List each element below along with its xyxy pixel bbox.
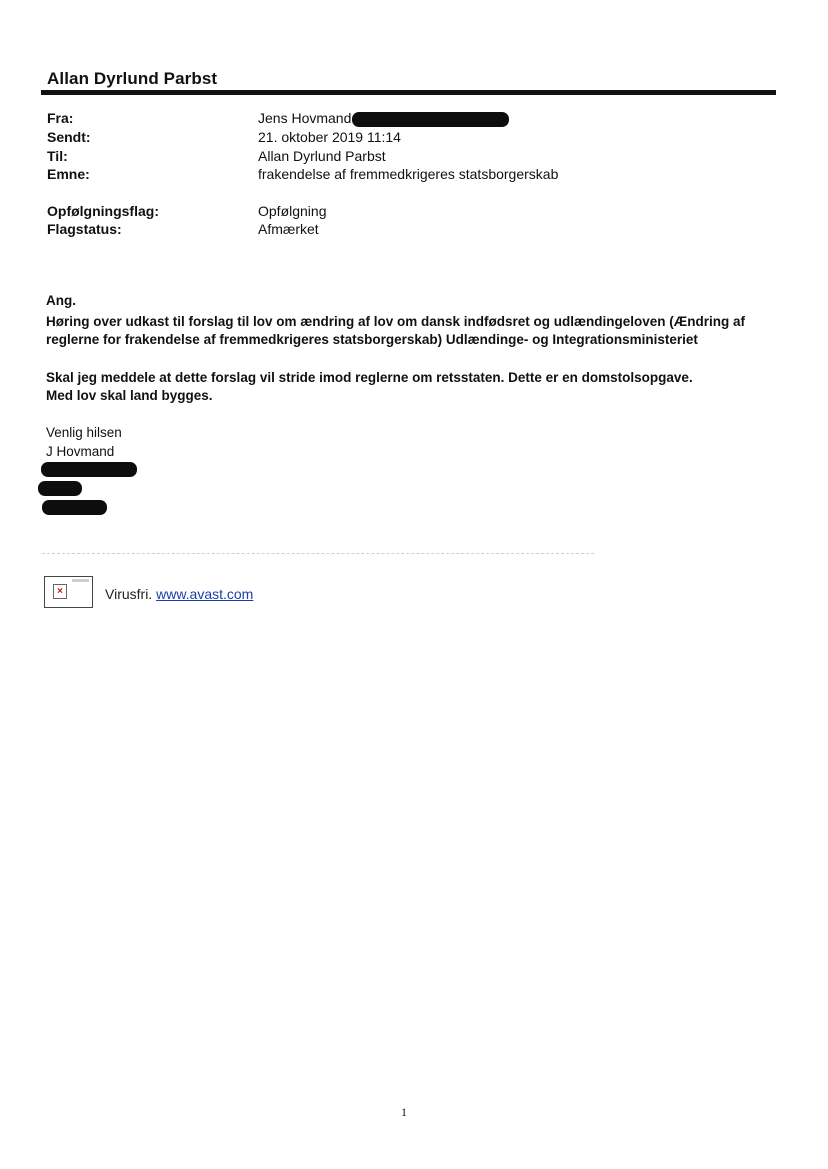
body-line-1: Høring over udkast til forslag til lov om ændring af lov om dansk indfødsret og udlændingeloven (Ændring af [46,314,746,329]
sent-label: Sendt: [47,129,91,145]
virus-free-text: Virusfri. [105,586,153,602]
greeting: Venlig hilsen [46,425,122,440]
subject-label: Emne: [47,166,90,182]
sent-value: 21. oktober 2019 11:14 [258,129,401,145]
avast-link[interactable]: www.avast.com [156,586,254,602]
redaction-signature-2 [38,481,82,496]
header-rule [41,90,776,95]
virus-free-note [105,586,253,602]
avast-logo-placeholder[interactable] [44,576,93,608]
flag-status-label: Flagstatus: [47,221,122,237]
page-number: 1 [401,1105,407,1119]
body-line-4: Med lov skal land bygges. [46,388,213,403]
body-ang: Ang. [46,293,76,308]
mailbox-owner-name: Allan Dyrlund Parbst [47,69,218,88]
redaction-signature-3 [42,500,107,515]
from-label: Fra: [47,110,74,126]
broken-image-icon: × [53,584,67,599]
signature-separator [42,553,594,554]
body-line-2: reglerne for frakendelse af fremmedkrigeres statsborgerskab) Udlændinge- og Integrationsministeriet [46,332,698,347]
redaction-email [352,112,509,127]
followup-flag-label: Opfølgningsflag: [47,203,159,219]
flag-status-value: Afmærket [258,221,319,237]
to-value: Allan Dyrlund Parbst [258,148,386,164]
subject-value: frakendelse af fremmedkrigeres statsborgerskab [258,166,559,182]
alt-text-mark [72,579,89,582]
followup-flag-value: Opfølgning [258,203,327,219]
redaction-signature-1 [41,462,137,477]
body-line-3: Skal jeg meddele at dette forslag vil stride imod reglerne om retsstaten. Dette er en domstolsopgave. [46,370,693,385]
to-label: Til: [47,148,68,164]
signature-name: J Hovmand [46,444,115,459]
from-value: Jens Hovmand [258,110,352,126]
